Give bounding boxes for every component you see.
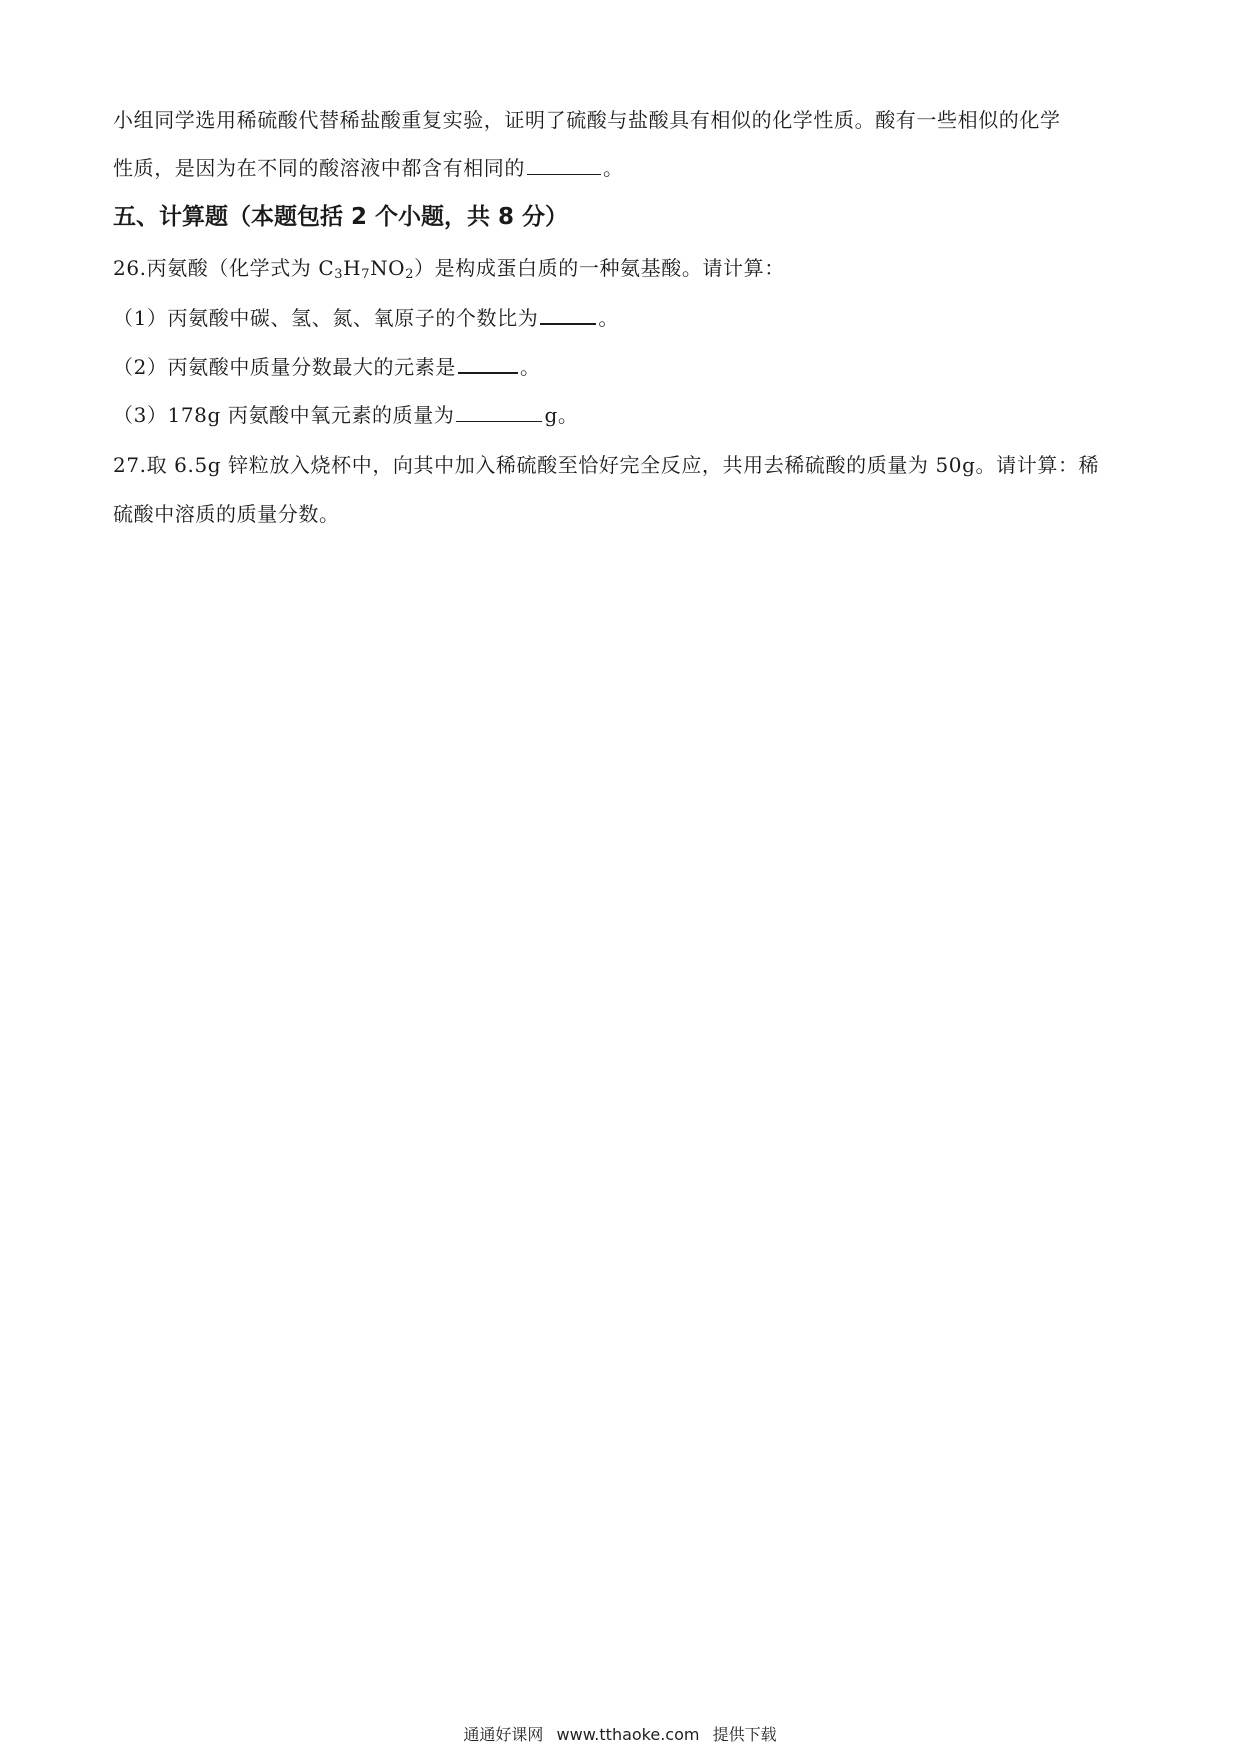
footer-site-name: 通通好课网 [463,1725,544,1744]
question-26-intro-prefix: 26.丙氨酸（化学式为 C [113,256,335,280]
continuation-text-1: 小组同学选用稀硫酸代替稀盐酸重复实验，证明了硫酸与盐酸具有相似的化学性质。酸有一些相似的化学 [113,108,1061,132]
answer-blank-ion[interactable] [527,154,601,175]
question-27-text-1: 27.取 6.5g 锌粒放入烧杯中，向其中加入稀硫酸至恰好完全反应，共用去稀硫酸的质量为 50g。请计算：稀 [113,453,1100,477]
continuation-line-2 [113,154,624,182]
question-26-part-3-text: （3）178g 丙氨酸中氧元素的质量为 [113,403,455,427]
continuation-line-1 [113,106,1061,134]
formula-subscript-h: 7 [361,267,371,282]
question-26-part-1-end: 。 [598,306,619,330]
formula-h: H [343,256,362,280]
question-26-part-3 [113,401,578,429]
question-26-intro-suffix: ）是构成蛋白质的一种氨基酸。请计算： [414,256,785,280]
question-26-part-2-end: 。 [519,355,541,379]
formula-subscript-o: 2 [405,267,415,282]
question-26-part-1-text: （1）丙氨酸中碳、氢、氮、氧原子的个数比为 [113,306,539,330]
continuation-text-2-end: 。 [603,156,624,180]
question-26-intro [113,254,785,289]
section-title: 五、计算题（本题包括 2 个小题，共 8 分） [113,204,569,230]
formula-subscript-c: 3 [334,267,344,282]
footer-note: 提供下载 [712,1725,777,1744]
question-26-part-2 [113,352,541,381]
answer-blank-oxygen-mass[interactable] [456,401,542,422]
answer-blank-atom-ratio[interactable] [540,303,596,325]
continuation-text-2: 性质，是因为在不同的酸溶液中都含有相同的 [113,156,525,180]
section-heading [113,202,568,232]
question-26-part-2-text: （2）丙氨酸中质量分数最大的元素是 [113,355,456,379]
answer-blank-max-element[interactable] [458,352,518,374]
page-footer [0,1722,1240,1745]
question-27-line-1 [113,451,1099,479]
question-26-part-1 [113,303,619,332]
question-27-line-2 [113,500,340,528]
question-27-text-2: 硫酸中溶质的质量分数。 [113,502,340,526]
footer-url[interactable]: www.tthaoke.com [556,1725,700,1744]
formula-no: NO [370,256,406,280]
question-26-part-3-end: g。 [544,403,579,427]
